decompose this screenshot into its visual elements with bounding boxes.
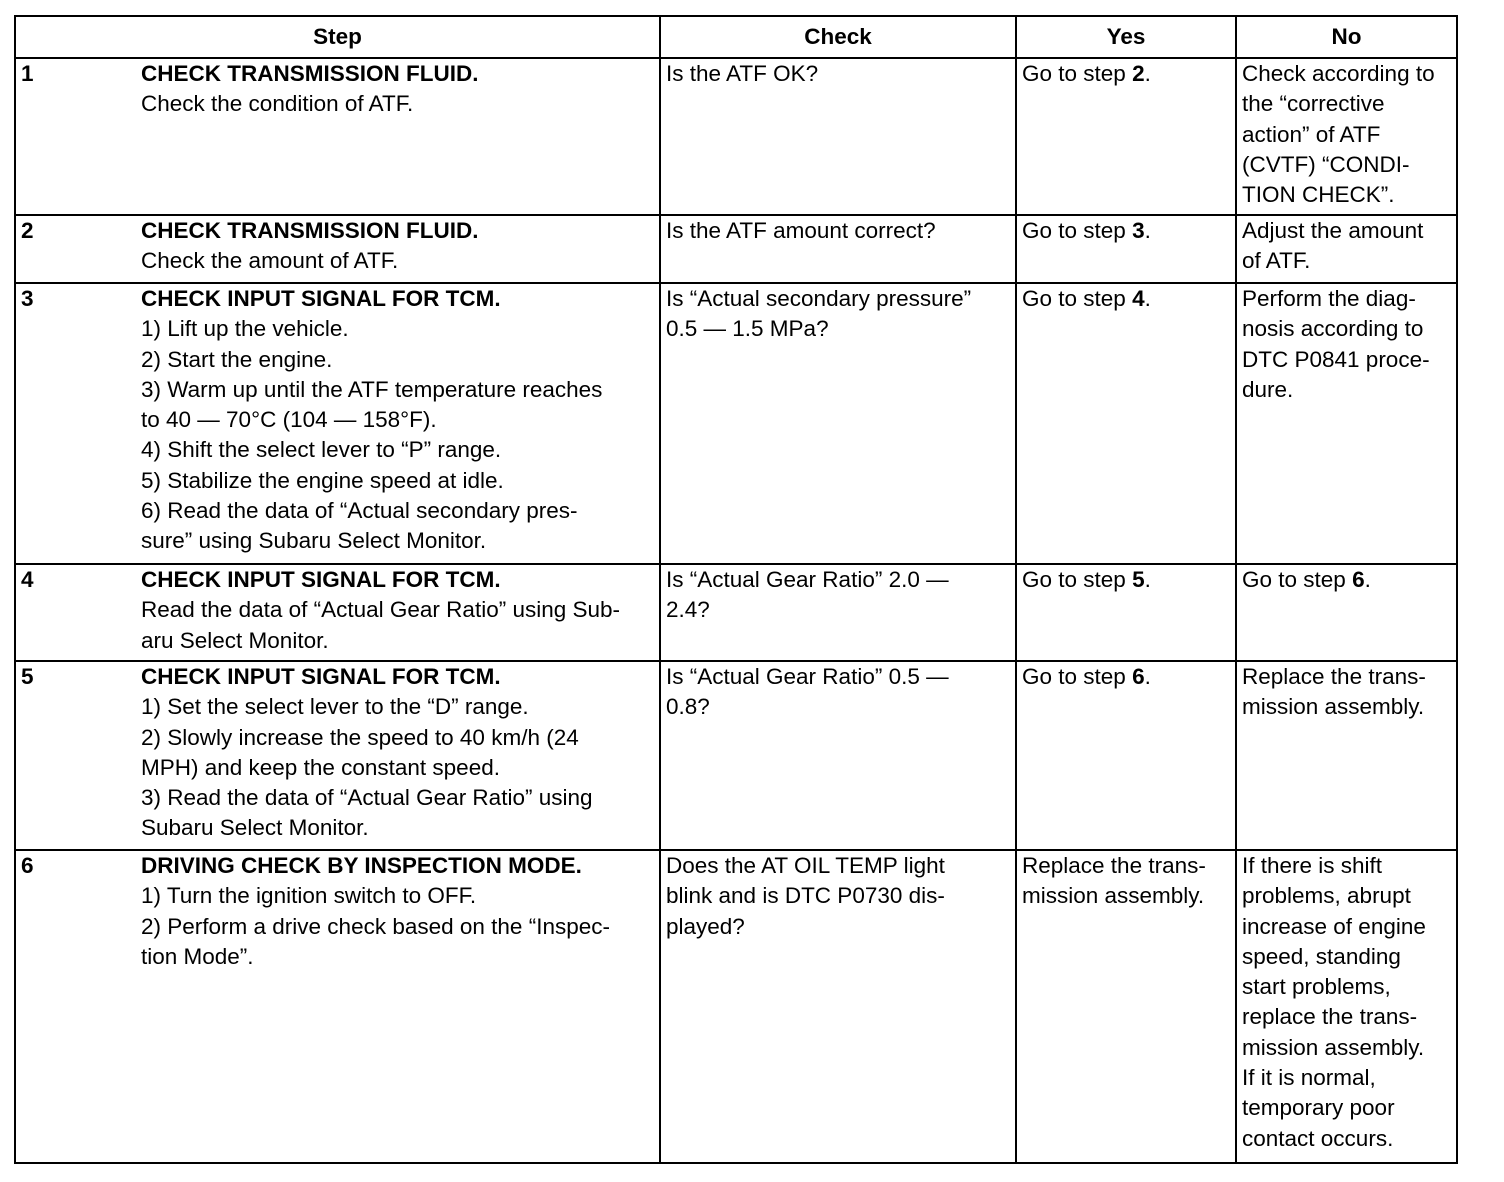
step-line: 1) Set the select lever to the “D” range.: [141, 694, 529, 720]
step-line: 1) Lift up the vehicle.: [141, 316, 349, 342]
step-title: CHECK TRANSMISSION FLUID.: [141, 218, 479, 243]
no-text: replace the trans-: [1242, 1004, 1418, 1030]
table-row: [15, 283, 1457, 564]
no-text: speed, standing: [1242, 943, 1401, 969]
no-text: dure.: [1242, 376, 1294, 402]
yes-prefix: Go to step: [1022, 218, 1133, 243]
no-text: Check according to: [1242, 61, 1435, 86]
no-text: mission assembly.: [1242, 1034, 1425, 1060]
yes-step-number: 2: [1132, 61, 1145, 86]
no-text: Replace the trans-: [1242, 664, 1426, 689]
no-cell: [1236, 564, 1457, 661]
step-line: 1) Turn the ignition switch to OFF.: [141, 883, 477, 909]
step-line: 4) Shift the select lever to “P” range.: [141, 437, 502, 463]
step-cell: [15, 283, 660, 564]
yes-cell: [1016, 564, 1236, 661]
step-line: Check the amount of ATF.: [141, 248, 399, 274]
yes-suffix: .: [1144, 218, 1151, 243]
no-text: of ATF.: [1242, 248, 1311, 274]
step-cell: [15, 564, 660, 661]
no-text: If it is normal,: [1242, 1065, 1376, 1091]
check-text: 0.5 — 1.5 MPa?: [666, 316, 829, 342]
step-line: Check the condition of ATF.: [141, 91, 414, 117]
header-row: [15, 16, 1457, 58]
step-line: 3) Read the data of “Actual Gear Ratio” using: [141, 785, 593, 811]
yes-prefix: Go to step: [1022, 567, 1133, 592]
step-line: 2) Perform a drive check based on the “Inspec-: [141, 913, 610, 939]
no-prefix: Go to step: [1242, 567, 1353, 592]
check-text: 2.4?: [666, 597, 710, 623]
check-cell: [660, 564, 1016, 661]
step-number: 2: [21, 218, 34, 243]
yes-step-number: 6: [1132, 664, 1145, 689]
step-cell: [15, 661, 660, 850]
table-row: [15, 564, 1457, 661]
yes-text: [1022, 216, 1231, 246]
check-cell: [660, 215, 1016, 283]
yes-prefix: Go to step: [1022, 664, 1133, 689]
check-cell: [660, 661, 1016, 850]
no-text: start problems,: [1242, 974, 1391, 1000]
table-row: [15, 661, 1457, 850]
no-text: (CVTF) “CONDI-: [1242, 151, 1410, 177]
yes-text: [1022, 662, 1231, 692]
no-text: Perform the diag-: [1242, 286, 1416, 311]
header-check: Check: [660, 16, 1016, 58]
header-yes: Yes: [1016, 16, 1236, 58]
no-cell: [1236, 215, 1457, 283]
no-text: nosis according to: [1242, 316, 1424, 342]
yes-suffix: .: [1144, 664, 1151, 689]
check-cell: [660, 850, 1016, 1163]
no-cell: [1236, 661, 1457, 850]
step-title: CHECK INPUT SIGNAL FOR TCM.: [141, 664, 501, 689]
yes-cell: [1016, 58, 1236, 215]
yes-step-number: 3: [1132, 218, 1145, 243]
yes-cell: [1016, 283, 1236, 564]
check-text: Is “Actual Gear Ratio” 2.0 —: [666, 567, 949, 592]
no-text: action” of ATF: [1242, 121, 1381, 147]
no-text: contact occurs.: [1242, 1125, 1394, 1151]
step-title: CHECK INPUT SIGNAL FOR TCM.: [141, 286, 501, 311]
step-cell: [15, 850, 660, 1163]
yes-text: [1022, 565, 1231, 595]
step-line: Read the data of “Actual Gear Ratio” using Sub-: [141, 597, 621, 623]
step-line: 5) Stabilize the engine speed at idle.: [141, 467, 504, 493]
check-text: Is the ATF OK?: [666, 61, 819, 86]
yes-cell: [1016, 215, 1236, 283]
no-step-number: 6: [1352, 567, 1365, 592]
check-text: Is “Actual Gear Ratio” 0.5 —: [666, 664, 949, 689]
step-line: 3) Warm up until the ATF temperature reaches: [141, 376, 603, 402]
no-cell: [1236, 850, 1457, 1163]
step-cell: [15, 215, 660, 283]
check-cell: [660, 283, 1016, 564]
yes-text: Replace the trans-: [1022, 853, 1206, 878]
no-text: Adjust the amount: [1242, 218, 1424, 243]
no-text: the “corrective: [1242, 91, 1385, 117]
yes-text: mission assembly.: [1022, 883, 1205, 909]
step-title: CHECK INPUT SIGNAL FOR TCM.: [141, 567, 501, 592]
no-text: TION CHECK”.: [1242, 182, 1395, 208]
check-text: Does the AT OIL TEMP light: [666, 853, 945, 878]
step-cell: [15, 58, 660, 215]
step-number: 4: [21, 567, 34, 592]
no-cell: [1236, 58, 1457, 215]
yes-step-number: 5: [1132, 567, 1145, 592]
check-text: played?: [666, 913, 745, 939]
table-row: [15, 215, 1457, 283]
step-line: 6) Read the data of “Actual secondary pres-: [141, 498, 578, 524]
step-line: aru Select Monitor.: [141, 627, 329, 653]
no-text: DTC P0841 proce-: [1242, 346, 1430, 372]
yes-suffix: .: [1144, 61, 1151, 86]
step-number: 3: [21, 286, 34, 311]
no-cell: [1236, 283, 1457, 564]
no-text: [1242, 565, 1452, 595]
step-line: sure” using Subaru Select Monitor.: [141, 528, 487, 554]
check-text: Is the ATF amount correct?: [666, 218, 936, 243]
yes-prefix: Go to step: [1022, 61, 1133, 86]
check-text: Is “Actual secondary pressure”: [666, 286, 972, 311]
yes-step-number: 4: [1132, 286, 1145, 311]
no-suffix: .: [1364, 567, 1371, 592]
yes-cell: [1016, 850, 1236, 1163]
header-no: No: [1236, 16, 1457, 58]
step-line: 2) Slowly increase the speed to 40 km/h (24: [141, 724, 579, 750]
yes-suffix: .: [1144, 286, 1151, 311]
check-text: 0.8?: [666, 694, 710, 720]
step-title: DRIVING CHECK BY INSPECTION MODE.: [141, 853, 582, 878]
check-text: blink and is DTC P0730 dis-: [666, 883, 945, 909]
step-line: Subaru Select Monitor.: [141, 815, 369, 841]
step-number: 1: [21, 61, 34, 86]
yes-text: [1022, 284, 1231, 314]
yes-suffix: .: [1144, 567, 1151, 592]
yes-cell: [1016, 661, 1236, 850]
no-text: mission assembly.: [1242, 694, 1425, 720]
step-title: CHECK TRANSMISSION FLUID.: [141, 61, 479, 86]
diagnostic-table: [14, 15, 1458, 1164]
header-step: Step: [15, 16, 660, 58]
no-text: temporary poor: [1242, 1095, 1395, 1121]
step-line: 2) Start the engine.: [141, 346, 333, 372]
yes-text: [1022, 59, 1231, 89]
step-number: 5: [21, 664, 34, 689]
step-number: 6: [21, 853, 34, 878]
table-row: [15, 58, 1457, 215]
step-line: tion Mode”.: [141, 943, 254, 969]
yes-prefix: Go to step: [1022, 286, 1133, 311]
no-text: problems, abrupt: [1242, 883, 1411, 909]
check-cell: [660, 58, 1016, 215]
no-text: increase of engine: [1242, 913, 1426, 939]
step-line: MPH) and keep the constant speed.: [141, 754, 500, 780]
table-row: [15, 850, 1457, 1163]
no-text: If there is shift: [1242, 853, 1383, 878]
step-line: to 40 — 70°C (104 — 158°F).: [141, 407, 437, 433]
